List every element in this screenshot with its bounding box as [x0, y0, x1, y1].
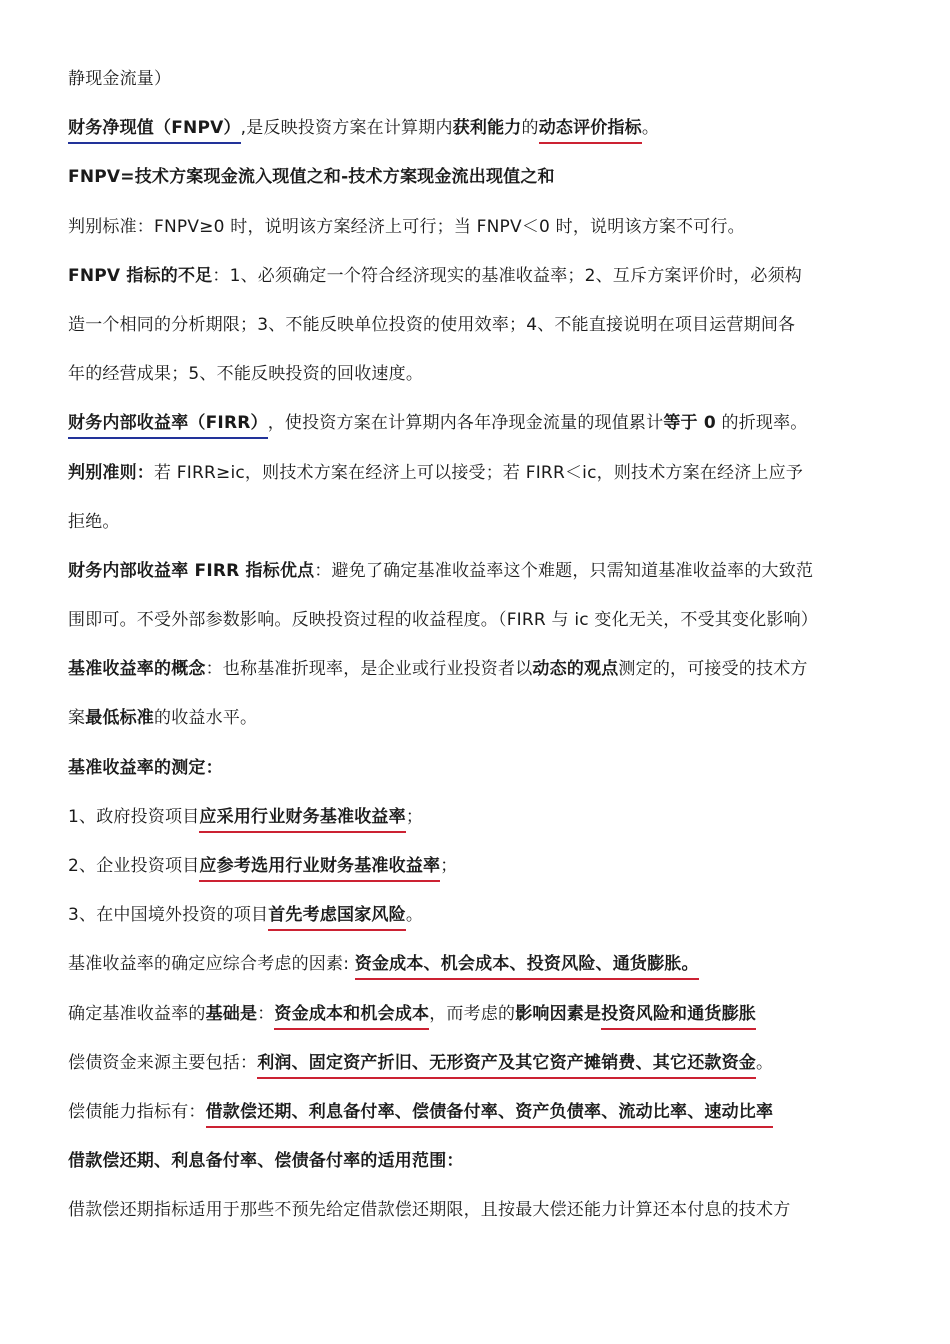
text: 判别标准：FNPV≥0 时，说明该方案经济上可行；当 FNPV＜0 时，说明该方案不可行。: [68, 216, 745, 237]
text: ,是反映投资方案在计算期内: [240, 118, 453, 139]
text: 的: [521, 118, 539, 139]
text-line: [68, 1189, 888, 1238]
benchmark-rate-concept: [68, 648, 888, 697]
text-line: [68, 501, 888, 550]
term-firr: 财务内部收益率（FIRR）: [68, 410, 268, 439]
text-bold: 等于 0: [663, 413, 716, 434]
text-bold: 动态的观点: [532, 659, 619, 680]
repayment-sources: [68, 1042, 888, 1091]
text-bold: 影响因素是: [515, 1003, 602, 1024]
text: ：避免了确定基准收益率这个难题，只需知道基准收益率的大致范: [314, 560, 814, 581]
emphasis-underlined: 应采用行业财务基准收益率: [199, 804, 405, 833]
text: 2、企业投资项目: [68, 856, 200, 876]
text: 3、在中国境外投资的项目: [68, 905, 269, 926]
text: 确定基准收益率的: [68, 1003, 206, 1024]
text-bold: 基准收益率的概念: [68, 659, 206, 680]
text: 基准收益率的确定应综合考虑的因素:: [68, 954, 355, 975]
text-bold: 获利能力: [452, 118, 522, 139]
text: ：1、必须确定一个符合经济现实的基准收益率；2、互斥方案评价时，必须构: [212, 265, 803, 286]
factors-line: [68, 943, 888, 992]
text: 造一个相同的分析期限；3、不能反映单位投资的使用效率；4、不能直接说明在项目运营期间各: [68, 314, 796, 335]
fnpv-shortcomings: [68, 255, 888, 304]
text-bold: 财务内部收益率 FIRR 指标优点: [68, 560, 315, 581]
text: 借款偿还期指标适用于那些不预先给定借款偿还期限，且按最大偿还能力计算还本付息的技术方: [68, 1200, 791, 1221]
text: 。: [756, 1052, 774, 1073]
emphasis-underlined: 投资风险和通货膨胀: [601, 1001, 756, 1030]
firr-advantages: [68, 550, 888, 599]
text: 的折现率。: [715, 413, 808, 434]
fnpv-formula: [68, 156, 888, 205]
text: ；: [405, 806, 424, 827]
emphasis-underlined: 首先考虑国家风险: [268, 902, 406, 931]
text: ，而考虑的: [429, 1003, 516, 1024]
text-bold: 基准收益率的测定：: [68, 757, 223, 778]
text: 拒绝。: [68, 511, 120, 532]
section-heading: [68, 1140, 888, 1189]
text: 年的经营成果；5、不能反映投资的回收速度。: [68, 364, 424, 385]
text-bold: 基础是: [205, 1003, 258, 1024]
text: ：也称基准折现率，是企业或行业投资者以: [205, 659, 533, 680]
text-bold: FNPV=技术方案现金流入现值之和-技术方案现金流出现值之和: [68, 167, 555, 188]
text-bold: 借款偿还期、利息备付率、偿债备付率的适用范围：: [68, 1151, 464, 1172]
emphasis-underlined: 借款偿还期、利息备付率、偿债备付率、资产负债率、流动比率、速动比率: [206, 1099, 774, 1128]
term-fnpv: 财务净现值（FNPV）: [68, 115, 241, 144]
text: 偿债资金来源主要包括：: [68, 1052, 258, 1073]
list-item: [68, 845, 888, 894]
text-line: [68, 599, 888, 648]
fnpv-definition: [68, 107, 888, 156]
text: 案: [68, 708, 86, 729]
text-bold: FNPV 指标的不足: [68, 265, 213, 286]
firr-criteria: [68, 452, 888, 501]
fnpv-criteria: [68, 206, 888, 255]
emphasis-underlined: 资金成本、机会成本、投资风险、通货膨胀。: [355, 951, 699, 980]
text: 围即可。不受外部参数影响。反映投资过程的收益程度。（FIRR 与 ic 变化无关，不受其变化影响）: [68, 610, 818, 631]
emphasis-underlined: 利润、固定资产折旧、无形资产及其它资产摊销费、其它还款资金: [257, 1050, 756, 1079]
basis-line: [68, 993, 888, 1042]
text: 。: [405, 905, 424, 926]
emphasis-underlined: 资金成本和机会成本: [274, 1001, 429, 1030]
text: 1、政府投资项目: [68, 806, 200, 827]
text-line: [68, 304, 888, 353]
text-bold: 最低标准: [85, 708, 155, 729]
emphasis-underlined: 应参考选用行业财务基准收益率: [199, 853, 440, 882]
text-bold: 判别准则：: [68, 462, 154, 483]
text-line: [68, 58, 888, 107]
solvency-indicators: [68, 1091, 888, 1140]
text: ：: [257, 1003, 275, 1024]
list-item: [68, 796, 888, 845]
text: 静现金流量）: [68, 69, 172, 89]
text: ；: [440, 856, 458, 876]
text: 的收益水平。: [154, 708, 258, 729]
text: 若 FIRR≥ic，则技术方案在经济上可以接受；若 FIRR＜ic，则技术方案在经济上应予: [154, 462, 804, 483]
document-page: [68, 58, 888, 1239]
emphasis-underlined: 动态评价指标: [539, 115, 642, 144]
firr-definition: [68, 402, 888, 451]
text: 。: [641, 118, 660, 139]
text: 测定的，可接受的技术方: [618, 659, 808, 680]
text-line: [68, 353, 888, 402]
section-heading: [68, 747, 888, 796]
list-item: [68, 894, 888, 943]
text: ，使投资方案在计算期内各年净现金流量的现值累计: [267, 413, 664, 434]
text-line: [68, 697, 888, 746]
text: 偿债能力指标有：: [68, 1101, 206, 1122]
